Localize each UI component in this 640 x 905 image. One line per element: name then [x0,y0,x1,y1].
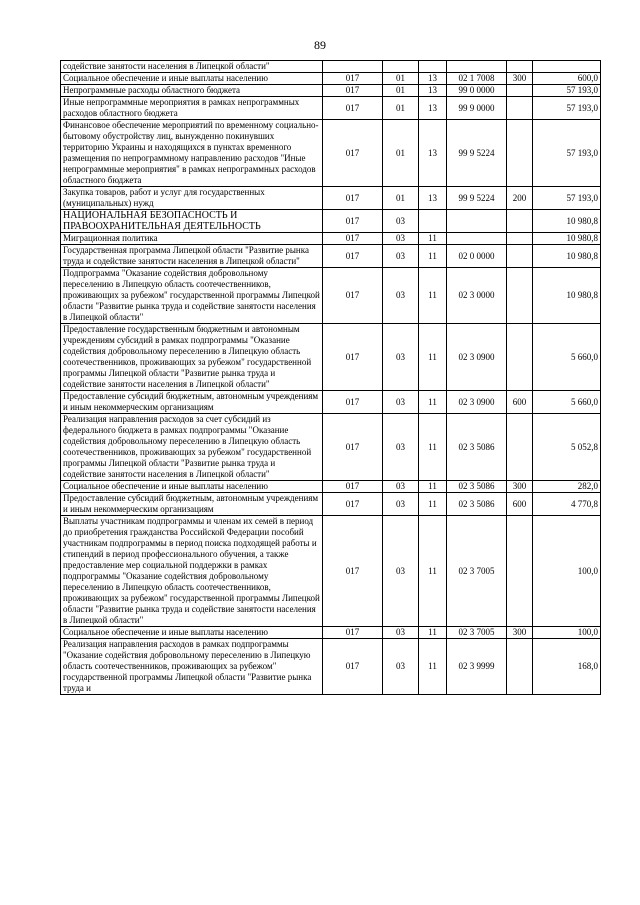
cell-amount: 10 980,8 [533,268,601,324]
table-row [61,414,601,481]
cell-admin-code: 017 [323,493,383,516]
page-number: 89 [314,38,326,52]
cell-expense-type: 300 [507,627,533,639]
cell-amount: 10 980,8 [533,210,601,233]
table-row [61,187,601,210]
cell-subsection: 13 [419,187,447,210]
cell-subsection: 11 [419,516,447,627]
cell-section: 03 [383,627,419,639]
cell-target-article: 02 1 7008 [447,73,507,85]
cell-section: 01 [383,97,419,120]
cell-target-article [447,61,507,73]
cell-target-article: 02 0 0000 [447,245,507,268]
row-name: Социальное обеспечение и иные выплаты населению [61,627,323,639]
cell-section: 01 [383,187,419,210]
cell-expense-type [507,414,533,481]
cell-section: 03 [383,639,419,695]
cell-admin-code [323,61,383,73]
row-name: Выплаты участникам подпрограммы и членам их семей в период до приобретения гражданства Российской Федерации пособий участникам подпрограммы в период поиска подходящей работы и стипендий в период профессионального обучения, а также предоставление мер социальной поддержки в рамках подпрограммы "Оказание содействия добровольному переселению в Липецкую область соотечественников, проживающих за рубежом" государственной программы Липецкой области "Развитие рынка труда и содействие занятости населения в Липецкой области" [61,516,323,627]
cell-subsection: 11 [419,627,447,639]
cell-section: 03 [383,391,419,414]
cell-section: 03 [383,245,419,268]
cell-subsection [419,210,447,233]
cell-expense-type [507,639,533,695]
cell-admin-code: 017 [323,245,383,268]
table-row [61,493,601,516]
cell-expense-type: 600 [507,391,533,414]
cell-target-article: 02 3 0000 [447,268,507,324]
row-name: Предоставление субсидий бюджетным, автономным учреждениям и иным некоммерческим организациям [61,391,323,414]
table-row [61,245,601,268]
cell-target-article: 02 3 5086 [447,414,507,481]
cell-amount: 282,0 [533,481,601,493]
cell-amount: 5 052,8 [533,414,601,481]
table-row [61,97,601,120]
cell-admin-code: 017 [323,187,383,210]
cell-amount: 600,0 [533,73,601,85]
cell-amount [533,61,601,73]
cell-expense-type [507,245,533,268]
cell-section: 01 [383,73,419,85]
table-row [61,210,601,233]
cell-section: 01 [383,120,419,187]
cell-section: 03 [383,210,419,233]
cell-section [383,61,419,73]
cell-expense-type: 300 [507,481,533,493]
cell-section: 03 [383,268,419,324]
cell-target-article: 02 3 5086 [447,493,507,516]
cell-admin-code: 017 [323,97,383,120]
cell-amount: 5 660,0 [533,324,601,391]
cell-subsection: 13 [419,97,447,120]
cell-expense-type: 200 [507,187,533,210]
cell-amount: 10 980,8 [533,233,601,245]
cell-expense-type [507,324,533,391]
cell-target-article: 99 9 0000 [447,97,507,120]
row-name: Финансовое обеспечение мероприятий по временному социально-бытовому обустройству лиц, вынужденно покинувших территорию Украины и находящихся в пунктах временного размещения по непрограммному направлению расходов "Иные непрограммные мероприятия" в рамках непрограммных расходов областного бюджета [61,120,323,187]
cell-subsection: 11 [419,639,447,695]
cell-amount: 100,0 [533,627,601,639]
cell-admin-code: 017 [323,414,383,481]
cell-target-article: 02 3 7005 [447,516,507,627]
cell-admin-code: 017 [323,324,383,391]
cell-expense-type [507,210,533,233]
row-name: Подпрограмма "Оказание содействия добровольному переселению в Липецкую область соотечественников, проживающих за рубежом" государственной программы Липецкой области "Развитие рынка труда и содействие занятости населения в Липецкой области" [61,268,323,324]
row-name: Государственная программа Липецкой области "Развитие рынка труда и содействие занятости населения в Липецкой области" [61,245,323,268]
cell-section: 03 [383,414,419,481]
cell-subsection [419,61,447,73]
budget-table [60,60,601,695]
cell-target-article: 02 3 0900 [447,324,507,391]
cell-subsection: 13 [419,120,447,187]
cell-target-article: 02 3 0900 [447,391,507,414]
row-name: Непрограммные расходы областного бюджета [61,85,323,97]
cell-admin-code: 017 [323,268,383,324]
cell-subsection: 11 [419,268,447,324]
row-name: Предоставление государственным бюджетным и автономным учреждениям субсидий в рамках подпрограммы "Оказание содействия добровольному переселению в Липецкую область соотечественников, проживающих за рубежом" государственной программы Липецкой области "Развитие рынка труда и содействие занятости населения в Липецкой области" [61,324,323,391]
cell-amount: 57 193,0 [533,97,601,120]
cell-amount: 168,0 [533,639,601,695]
cell-target-article: 02 3 9999 [447,639,507,695]
cell-target-article [447,210,507,233]
cell-target-article [447,233,507,245]
cell-expense-type [507,233,533,245]
cell-admin-code: 017 [323,627,383,639]
cell-expense-type: 600 [507,493,533,516]
cell-admin-code: 017 [323,233,383,245]
cell-expense-type [507,85,533,97]
cell-section: 03 [383,516,419,627]
cell-section: 03 [383,324,419,391]
cell-amount: 57 193,0 [533,187,601,210]
table-row [61,120,601,187]
cell-admin-code: 017 [323,639,383,695]
cell-amount: 4 770,8 [533,493,601,516]
cell-subsection: 11 [419,245,447,268]
cell-subsection: 11 [419,391,447,414]
cell-expense-type [507,97,533,120]
cell-admin-code: 017 [323,210,383,233]
cell-target-article: 99 0 0000 [447,85,507,97]
cell-expense-type [507,516,533,627]
table-row [61,391,601,414]
row-name: Иные непрограммные мероприятия в рамках непрограммных расходов областного бюджета [61,97,323,120]
table-row [61,481,601,493]
cell-target-article: 99 9 5224 [447,187,507,210]
table-row [61,268,601,324]
cell-subsection: 11 [419,233,447,245]
cell-expense-type [507,120,533,187]
table-row [61,516,601,627]
cell-amount: 57 193,0 [533,85,601,97]
cell-subsection: 13 [419,73,447,85]
cell-section: 03 [383,493,419,516]
table-row [61,639,601,695]
cell-amount: 57 193,0 [533,120,601,187]
cell-admin-code: 017 [323,85,383,97]
cell-amount: 100,0 [533,516,601,627]
cell-target-article: 02 3 5086 [447,481,507,493]
cell-expense-type [507,268,533,324]
cell-amount: 10 980,8 [533,245,601,268]
row-name: НАЦИОНАЛЬНАЯ БЕЗОПАСНОСТЬ И ПРАВООХРАНИТЕЛЬНАЯ ДЕЯТЕЛЬНОСТЬ [61,210,323,233]
cell-target-article: 99 9 5224 [447,120,507,187]
row-name: Реализация направления расходов в рамках подпрограммы "Оказание содействия добровольному переселению в Липецкую область соотечественников, проживающих за рубежом" государственной программы Липецкой области "Развитие рынка труда и [61,639,323,695]
table-row [61,73,601,85]
cell-section: 01 [383,85,419,97]
row-name: Предоставление субсидий бюджетным, автономным учреждениям и иным некоммерческим организациям [61,493,323,516]
table-row [61,324,601,391]
row-name: Закупка товаров, работ и услуг для государственных (муниципальных) нужд [61,187,323,210]
cell-admin-code: 017 [323,391,383,414]
cell-expense-type: 300 [507,73,533,85]
row-name: Миграционная политика [61,233,323,245]
cell-amount: 5 660,0 [533,391,601,414]
table-row [61,627,601,639]
cell-subsection: 13 [419,85,447,97]
table-row [61,85,601,97]
row-name: Реализация направления расходов за счет субсидий из федерального бюджета в рамках подпрограммы "Оказание содействия добровольному переселению в Липецкую область соотечественников, проживающих за рубежом" государственной программы Липецкой области "Развитие рынка труда и содействие занятости населения в Липецкой области" [61,414,323,481]
cell-section: 03 [383,481,419,493]
cell-subsection: 11 [419,324,447,391]
cell-subsection: 11 [419,414,447,481]
cell-subsection: 11 [419,481,447,493]
row-name: Социальное обеспечение и иные выплаты населению [61,73,323,85]
row-name: Социальное обеспечение и иные выплаты населению [61,481,323,493]
cell-admin-code: 017 [323,120,383,187]
cell-admin-code: 017 [323,481,383,493]
cell-admin-code: 017 [323,516,383,627]
table-row [61,61,601,73]
cell-expense-type [507,61,533,73]
table-row [61,233,601,245]
cell-subsection: 11 [419,493,447,516]
cell-section: 03 [383,233,419,245]
cell-admin-code: 017 [323,73,383,85]
row-name: содействие занятости населения в Липецкой области" [61,61,323,73]
cell-target-article: 02 3 7005 [447,627,507,639]
